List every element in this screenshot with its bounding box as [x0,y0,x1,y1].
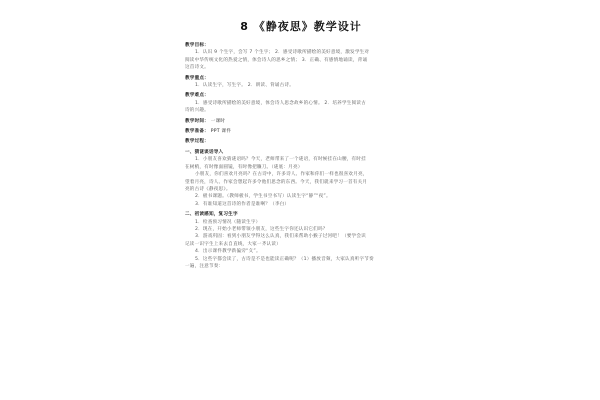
key-heading: 教学重点： [185,75,209,81]
part2-line-5: 4．出示课件教学新偏旁“夂”。 [195,249,261,255]
time-row [185,118,417,125]
time-heading: 教学时间： [185,118,209,124]
part1-line-2: 在树梢，有时像面圆镜，有时像把镰刀。（谜底：月亮） [185,164,303,170]
part1-line-5: 亮的古诗《静夜思》。 [185,186,231,192]
part1-line-7: 3．有谁知道这首诗的作者是谁啊？（李白） [195,201,290,207]
goals-line-2: 阅读中华传统文化的热爱之情，体会诗人的思乡之情； 3．正确、有感情地诵读，背诵 [185,57,368,63]
part2-line-4: 记读一识字生上来去自直线，大家一齐认读） [185,241,281,247]
goals-heading: 教学目标： [185,43,209,48]
prep-row [185,128,417,135]
part2-line-7: 一遍，注意节奏： [185,263,224,269]
part2-heading: 二、初读感知，复习生字 [185,212,238,218]
part2-line-1: 1．检查预习情况（随读生字） [195,219,261,225]
part1-line-3: 小朋友，你们喜欢月亮吗？在古诗中，许多诗人、作家和你们一样也很喜欢月亮， [195,172,368,178]
part1-heading: 一、猜谜谈话导入 [185,149,224,155]
difficult-heading: 教学难点： [185,93,209,99]
part2-line-6: 5．这些字都会读了，古诗是不是也能读正确呢？（1）播放音频，大家认真听字节奏 [195,256,374,262]
prep-value: PPT 课件 [210,129,231,135]
prep-heading: 教学准备： [185,129,209,135]
goals-line-3: 这首诗文。 [185,65,209,71]
part1-line-6: 2．板书课题。（教师板书，学生书空书写）认读生字“静”“夜”。 [195,194,331,200]
goals-line-1: 1．认识 9 个生字，会写 7 个生字； 2．感受诗歌所描绘的美好意境，激发学生对 [195,50,370,56]
time-value: 一课时 [210,118,226,124]
document-page [185,18,417,270]
difficult-line-1: 1．感受诗歌所描绘的美好意境，体会诗人思念故乡的心情。 2．培养学生阅读古 [195,100,366,106]
process-heading: 教学过程： [185,139,209,145]
part1-line-1: 1．小朋友喜欢猜谜语吗？今天，老师带来了一个谜语，有时候挂在山腰，有时挂 [195,157,366,163]
part2-line-2: 2．现在，开始小老师带领小朋友，这些生字你还认识它们吗？ [195,226,328,232]
page-title: 8 《静夜思》教学设计 [240,20,362,33]
key-line-1: 1．认读生字，写生字。 2．朗读、背诵古诗。 [195,83,294,89]
difficult-line-2: 诗的兴趣。 [185,108,209,114]
part2-line-3: 3．游戏巩固：看到小朋友学得这么认真，我们来帮助小猴子过河吧！（要学会识 [195,234,366,240]
part1-line-4: 望着月亮，诗人、作家会想起许多令他们思念的东西。今天，我们就来学习一首有关月 [185,179,368,185]
